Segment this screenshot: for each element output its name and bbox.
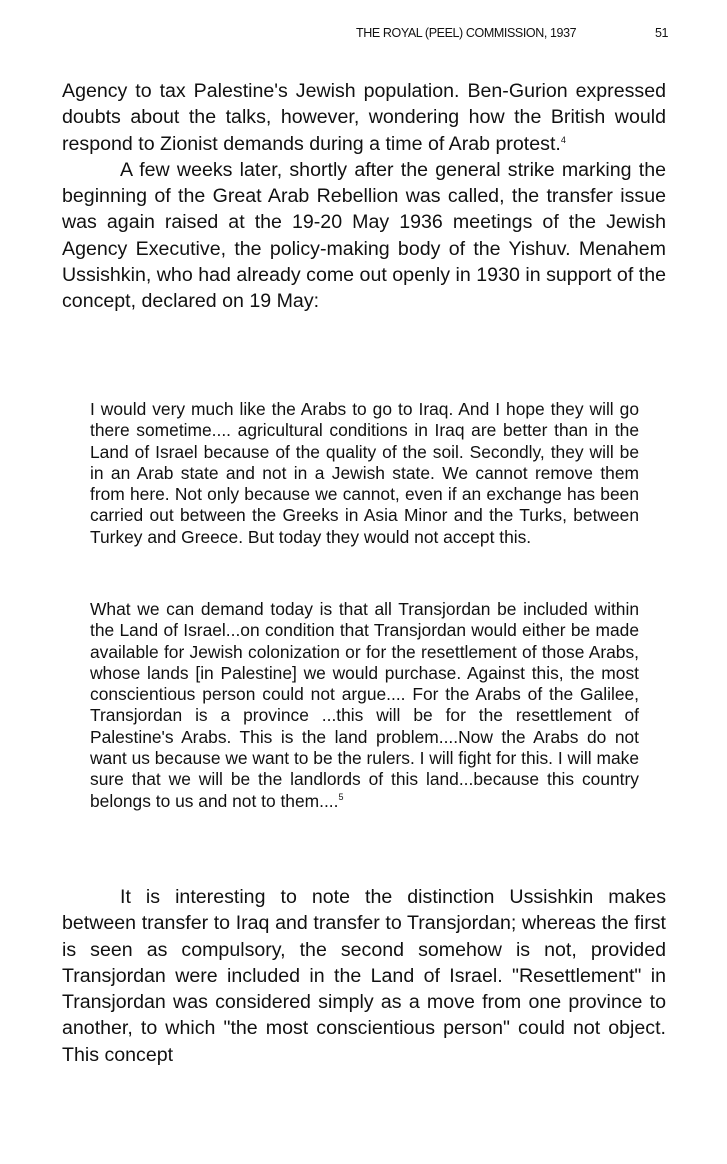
body-section-top bbox=[62, 78, 666, 315]
block-quote-1 bbox=[90, 399, 639, 548]
block-quote-2-text: What we can demand today is that all Transjordan be included within the Land of Israel...on condition that Transjordan would either be made available for Jewish colonization or for the resettlement of those Arabs, whose lands [in Palestine] we would purchase. Against this, the most conscientious person could not argue.... For the Arabs of the Galilee, Transjordan is a province ...this will be for the resettlement of Palestine's Arabs. This is the land problem....Now the Arabs do not want us because we want to be the rulers. I will fight for this. I will make sure that we will be the landlords of this land...because this country belongs to us and not to them.... bbox=[90, 599, 640, 811]
paragraph-2: A few weeks later, shortly after the general strike marking the beginning of the Great Arab Rebellion was called, the transfer issue was again raised at the 19-20 May 1936 meetings of the Jewish Agency Executive, the policy-making body of the Yishuv. Menahem Ussishkin, who had already come out openly in 1930 in support of the concept, declared on 19 May: bbox=[62, 158, 666, 313]
block-quote-2-para bbox=[90, 599, 639, 812]
paragraph-3: It is interesting to note the distinction Ussishkin makes between transfer to Iraq and transfer to Transjordan; whereas the first is seen as compulsory, the second somehow is not, provided Transjordan were included in the Land of Israel. "Resettlement" in Transjordan was considered simply as a move from one province to another, to which "the most conscientious person" could not object. This concept bbox=[62, 886, 666, 1066]
body-section-bottom bbox=[62, 884, 666, 1068]
paragraph-1 bbox=[62, 78, 666, 157]
running-header bbox=[0, 26, 727, 46]
running-title: THE ROYAL (PEEL) COMMISSION, 1937 bbox=[356, 26, 577, 40]
block-quote-2 bbox=[90, 599, 639, 812]
block-quote-1-text: I would very much like the Arabs to go to Iraq. And I hope they will go there sometime.... agricultural conditions in Iraq are better than in the Land of Israel because of the quality of the soil. Secondly, they will be in an Arab state and not in a Jewish state. We cannot remove them from here. Not only because we cannot, even if an exchange has been carried out between the Greeks in Asia Minor and the Turks, between Turkey and Greece. But today they would not accept this. bbox=[90, 399, 639, 547]
footnote-ref-5[interactable]: 5 bbox=[338, 791, 344, 802]
footnote-ref-4[interactable]: 4 bbox=[560, 134, 566, 145]
page-number: 51 bbox=[655, 26, 669, 40]
paragraph-1-text: Agency to tax Palestine's Jewish population. Ben-Gurion expressed doubts about the talks, however, wondering how the British would respond to Zionist demands during a time of Arab protest. bbox=[62, 80, 666, 155]
